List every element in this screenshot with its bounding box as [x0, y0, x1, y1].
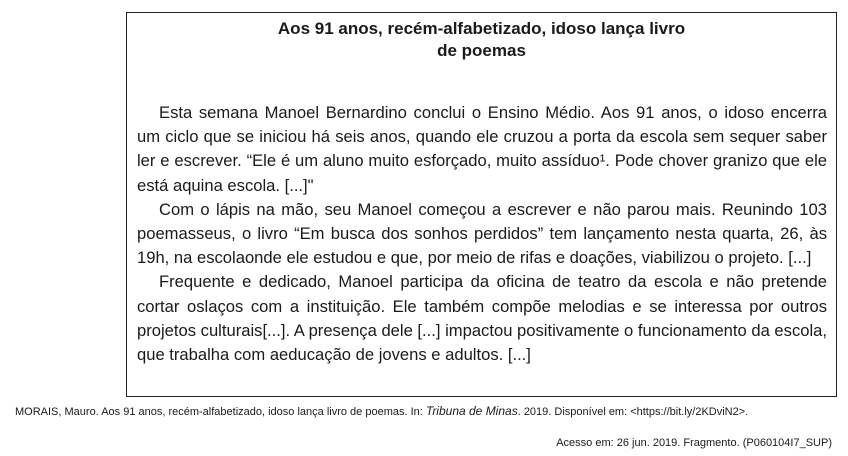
article-paragraph-1: Esta semana Manoel Bernardino conclui o Ensino Médio. Aos 91 anos, o idoso encerra um ciclo que se iniciou há seis anos, quando ele cruzou a porta da escola sem sequer saber ler e escrever. “Ele é um aluno muito esforçado, muito assíduo¹. Pode chover granizo que ele está aquina escola. [...]": [137, 103, 827, 195]
article-title: [127, 18, 836, 62]
citation-text: MORAIS, Mauro. Aos 91 anos, recém-alfabetizado, idoso lança livro de poemas. In:: [15, 406, 426, 418]
access-note: Acesso em: 26 jun. 2019. Fragmento. (P060104I7_SUP): [556, 437, 832, 449]
citation-journal: Tribuna de Minas: [425, 404, 518, 418]
citation-availability: . 2019. Disponível em: <https://bit.ly/2KDviN2>.: [517, 406, 749, 418]
article-title-line-1: Aos 91 anos, recém-alfabetizado, idoso lança livro: [277, 19, 686, 38]
article-box: [126, 12, 837, 397]
article-title-line-2: de poemas: [437, 41, 526, 60]
source-citation: [15, 404, 845, 419]
article-body: [137, 101, 827, 367]
article-paragraph-3: Frequente e dedicado, Manoel participa da oficina de teatro da escola e não pretende cortar oslaços com a instituição. Ele também compõe melodias e se interessa por outros projetos culturais[...]. A presença dele [...] impactou positivamente o funcionamento da escola, que trabalha com aeducação de jovens e adultos. [...]: [137, 272, 827, 365]
article-paragraph-2: Com o lápis na mão, seu Manoel começou a escrever e não parou mais. Reunindo 103 poemasseus, o livro “Em busca dos sonhos perdidos” tem lançamento nesta quarta, 26, às 19h, na escolaonde ele estudou e que, por meio de rifas e doações, viabilizou o projeto. [...]: [137, 199, 827, 268]
